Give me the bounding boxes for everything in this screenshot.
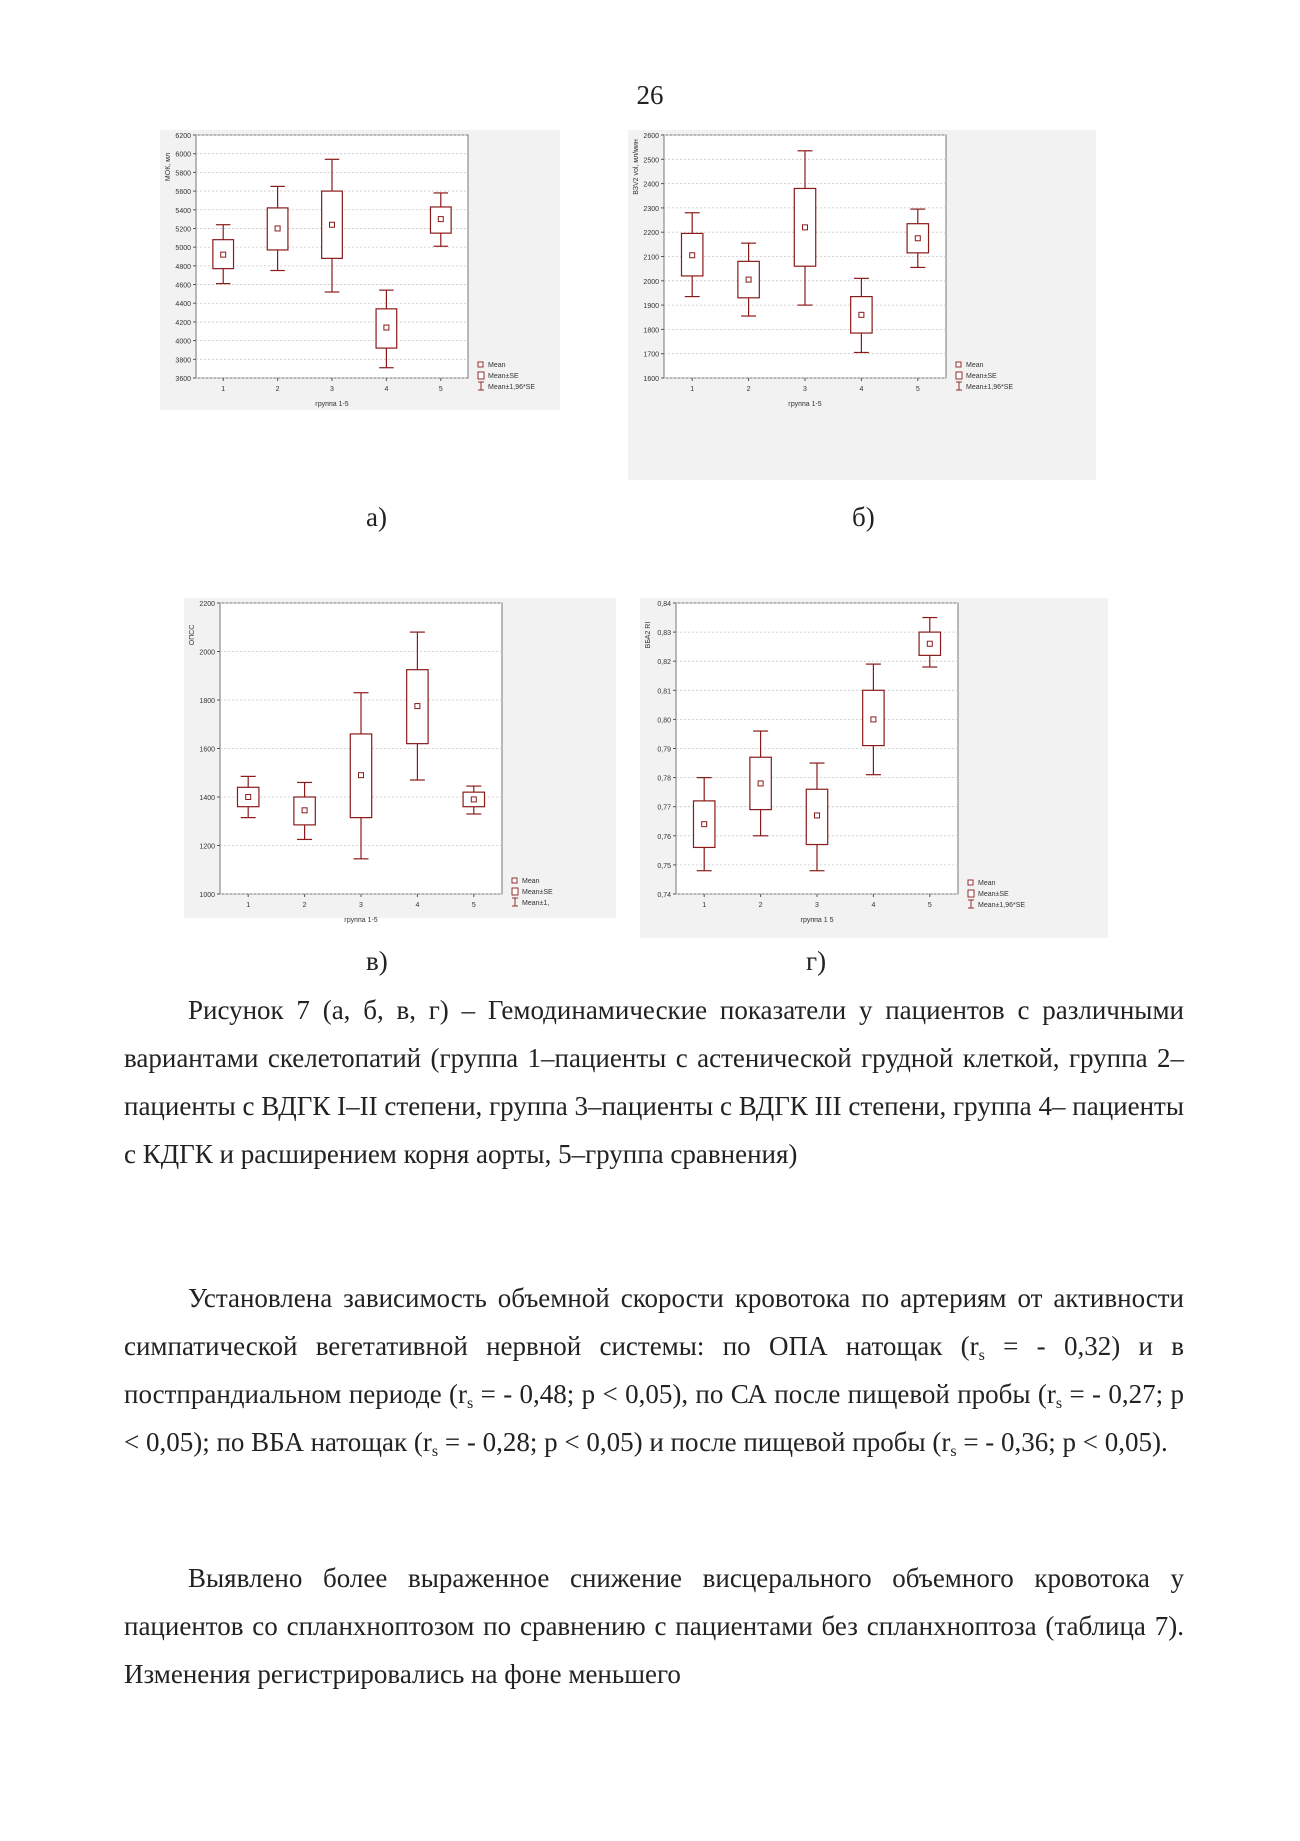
caption-text: Рисунок 7 (а, б, в, г) – Гемодинамические показатели у пациентов с различными вариантами скелетопатий (группа 1–пациенты с астенической грудной клеткой, группа 2–пациенты с ВДГК I–II степени, группа 3–пациенты с ВДГК III степени, группа 4– пациенты с КДГК и расширением корня аорты, 5–группа сравнения) [124,995,1184,1169]
chart-g-svg [640,598,1108,938]
y-tick-label: 0,75 [657,862,671,870]
legend-se-symbol [968,890,974,897]
y-tick-label: 0,79 [657,746,671,754]
y-tick-label: 5600 [175,189,191,197]
y-tick-label: 4800 [175,263,191,271]
y-tick-label: 2000 [199,649,215,657]
legend-se-symbol [956,372,962,379]
x-tick-label: 4 [871,902,876,909]
mean-marker [275,226,280,231]
legend-mean-label: Mean [966,362,984,369]
y-tick-label: 4400 [175,301,191,309]
y-tick-label: 5800 [175,170,191,178]
mean-marker [246,795,251,800]
x-tick-label: 2 [302,902,307,909]
x-tick-label: 2 [758,902,763,909]
x-tick-label: 1 [702,902,707,909]
legend-ci-label: Mean±1,96*SE [978,902,1026,909]
y-tick-label: 2100 [643,254,659,262]
y-tick-label: 1600 [199,746,215,754]
y-axis-label: МОК, мл [165,152,172,182]
mean-marker [746,277,751,282]
mean-marker [859,312,864,317]
legend-se-symbol [512,888,518,895]
y-tick-label: 0,82 [657,659,671,667]
mean-marker [384,325,389,330]
mean-marker [871,717,876,722]
chart-b [628,130,1096,480]
y-tick-label: 3600 [175,376,191,383]
mean-marker [803,225,808,230]
y-axis-label: ВБА2 RI [645,621,652,649]
y-tick-label: 0,74 [657,892,671,899]
y-tick-label: 6200 [175,133,191,140]
y-tick-label: 1600 [643,376,659,383]
x-tick-label: 5 [915,386,920,393]
legend-mean-label: Mean [488,362,506,369]
mean-marker [927,641,932,646]
y-tick-label: 0,81 [657,688,671,696]
mean-marker [438,217,443,222]
legend-mean-symbol [512,878,517,883]
y-tick-label: 0,83 [657,630,671,638]
y-tick-label: 3800 [175,357,191,365]
x-tick-label: 1 [690,386,695,393]
x-tick-label: 3 [803,386,807,393]
legend-mean-label: Mean [978,880,996,887]
y-tick-label: 2600 [643,133,659,140]
y-tick-label: 1900 [643,303,659,311]
x-axis-label: группа 1-5 [315,401,349,408]
x-tick-label: 4 [384,386,389,393]
mean-marker [702,822,707,827]
legend-se-label: Mean±SE [522,889,553,896]
chart-a [160,130,560,410]
paragraph-1-text: Установлена зависимость объемной скорости кровотока по артериям от активности симпатической вегетативной нервной системы: по ОПА натощак ($r_s$ = - 0,32) и в постпрандиальном периоде ($r_s$ = - 0,48; p < 0,05), по СА после пищевой пробы ($r_s$ = - 0,27; p < 0,05); по ВБА натощак ($r_s$ = - 0,28; p < 0,05) и после пищевой пробы ($r_s$ = - 0,36; p < 0,05). [124,1283,1184,1460]
x-tick-label: 2 [746,386,751,393]
legend-se-label: Mean±SE [966,373,997,380]
y-tick-label: 2200 [643,230,659,238]
legend-se-symbol [478,372,484,379]
chart-v-letter: в) [366,946,388,976]
mean-marker [415,704,420,709]
x-tick-label: 1 [221,386,226,393]
y-tick-label: 1000 [199,892,215,899]
x-tick-label: 4 [859,386,864,393]
x-tick-label: 1 [246,902,251,909]
y-axis-label: ОПСС [189,624,196,646]
chart-g [640,598,1108,938]
y-tick-label: 4600 [175,282,191,290]
y-tick-label: 5000 [175,245,191,253]
paragraph-1 [124,1274,1184,1466]
y-tick-label: 2200 [199,601,215,608]
x-tick-label: 3 [359,902,363,909]
legend-ci-label: Mean±1, [522,900,550,907]
legend-mean-symbol [478,362,483,367]
mean-marker [758,781,763,786]
chart-g-letter: г) [806,946,827,976]
y-tick-label: 1400 [199,795,215,802]
chart-v [184,598,616,924]
legend-mean-label: Mean [522,878,540,885]
x-tick-label: 5 [471,902,476,909]
chart-a-letter: а) [366,502,387,532]
y-tick-label: 0,78 [657,775,671,783]
chart-v-svg [184,598,616,924]
y-tick-label: 6000 [175,151,191,159]
y-axis-label: ВЗV2 vol, мл/мин [633,139,640,195]
x-axis-label: группа 1-5 [788,401,822,408]
legend-mean-symbol [956,362,961,367]
y-tick-label: 1800 [643,327,659,335]
mean-marker [302,808,307,813]
y-tick-label: 1700 [643,351,659,359]
legend-se-label: Mean±SE [978,891,1009,898]
y-tick-label: 0,77 [657,804,671,812]
x-tick-label: 2 [275,386,280,393]
x-tick-label: 5 [927,902,932,909]
chart-b-letter: б) [852,502,875,532]
x-tick-label: 3 [330,386,334,393]
chart-a-svg [160,130,560,410]
mean-marker [915,236,920,241]
chart-b-svg [628,130,1096,480]
x-axis-label: группа 1 5 [800,917,834,924]
mean-marker [815,813,820,818]
mean-marker [330,222,335,227]
y-tick-label: 2300 [643,205,659,213]
page-number: 26 [636,80,664,110]
legend-se-label: Mean±SE [488,373,519,380]
x-axis-label: группа 1-5 [344,917,378,924]
y-tick-label: 2500 [643,157,659,165]
y-tick-label: 2400 [643,181,659,189]
mean-marker [221,252,226,257]
x-tick-label: 5 [438,386,443,393]
y-tick-label: 0,76 [657,833,671,841]
figure-caption [124,986,1184,1178]
mean-marker [471,797,476,802]
y-tick-label: 1800 [199,698,215,705]
y-tick-label: 2000 [643,278,659,286]
y-tick-label: 0,84 [657,601,671,608]
x-tick-label: 4 [415,902,420,909]
mean-marker [359,773,364,778]
paragraph-2 [124,1554,1184,1698]
x-tick-label: 3 [815,902,819,909]
legend-ci-label: Mean±1,96*SE [966,384,1014,391]
paragraph-2-text: Выявлено более выраженное снижение висцерального объемного кровотока у пациентов со спланхноптозом по сравнению с пациентами без спланхноптоза (таблица 7). Изменения регистрировались на фоне меньшего [124,1563,1184,1689]
y-tick-label: 4200 [175,319,191,327]
y-tick-label: 1200 [199,843,215,851]
y-tick-label: 5400 [175,207,191,215]
y-tick-label: 4000 [175,338,191,346]
legend-mean-symbol [968,880,973,885]
y-tick-label: 0,80 [657,717,671,725]
y-tick-label: 5200 [175,226,191,234]
legend-ci-label: Mean±1,96*SE [488,384,536,391]
mean-marker [690,253,695,258]
